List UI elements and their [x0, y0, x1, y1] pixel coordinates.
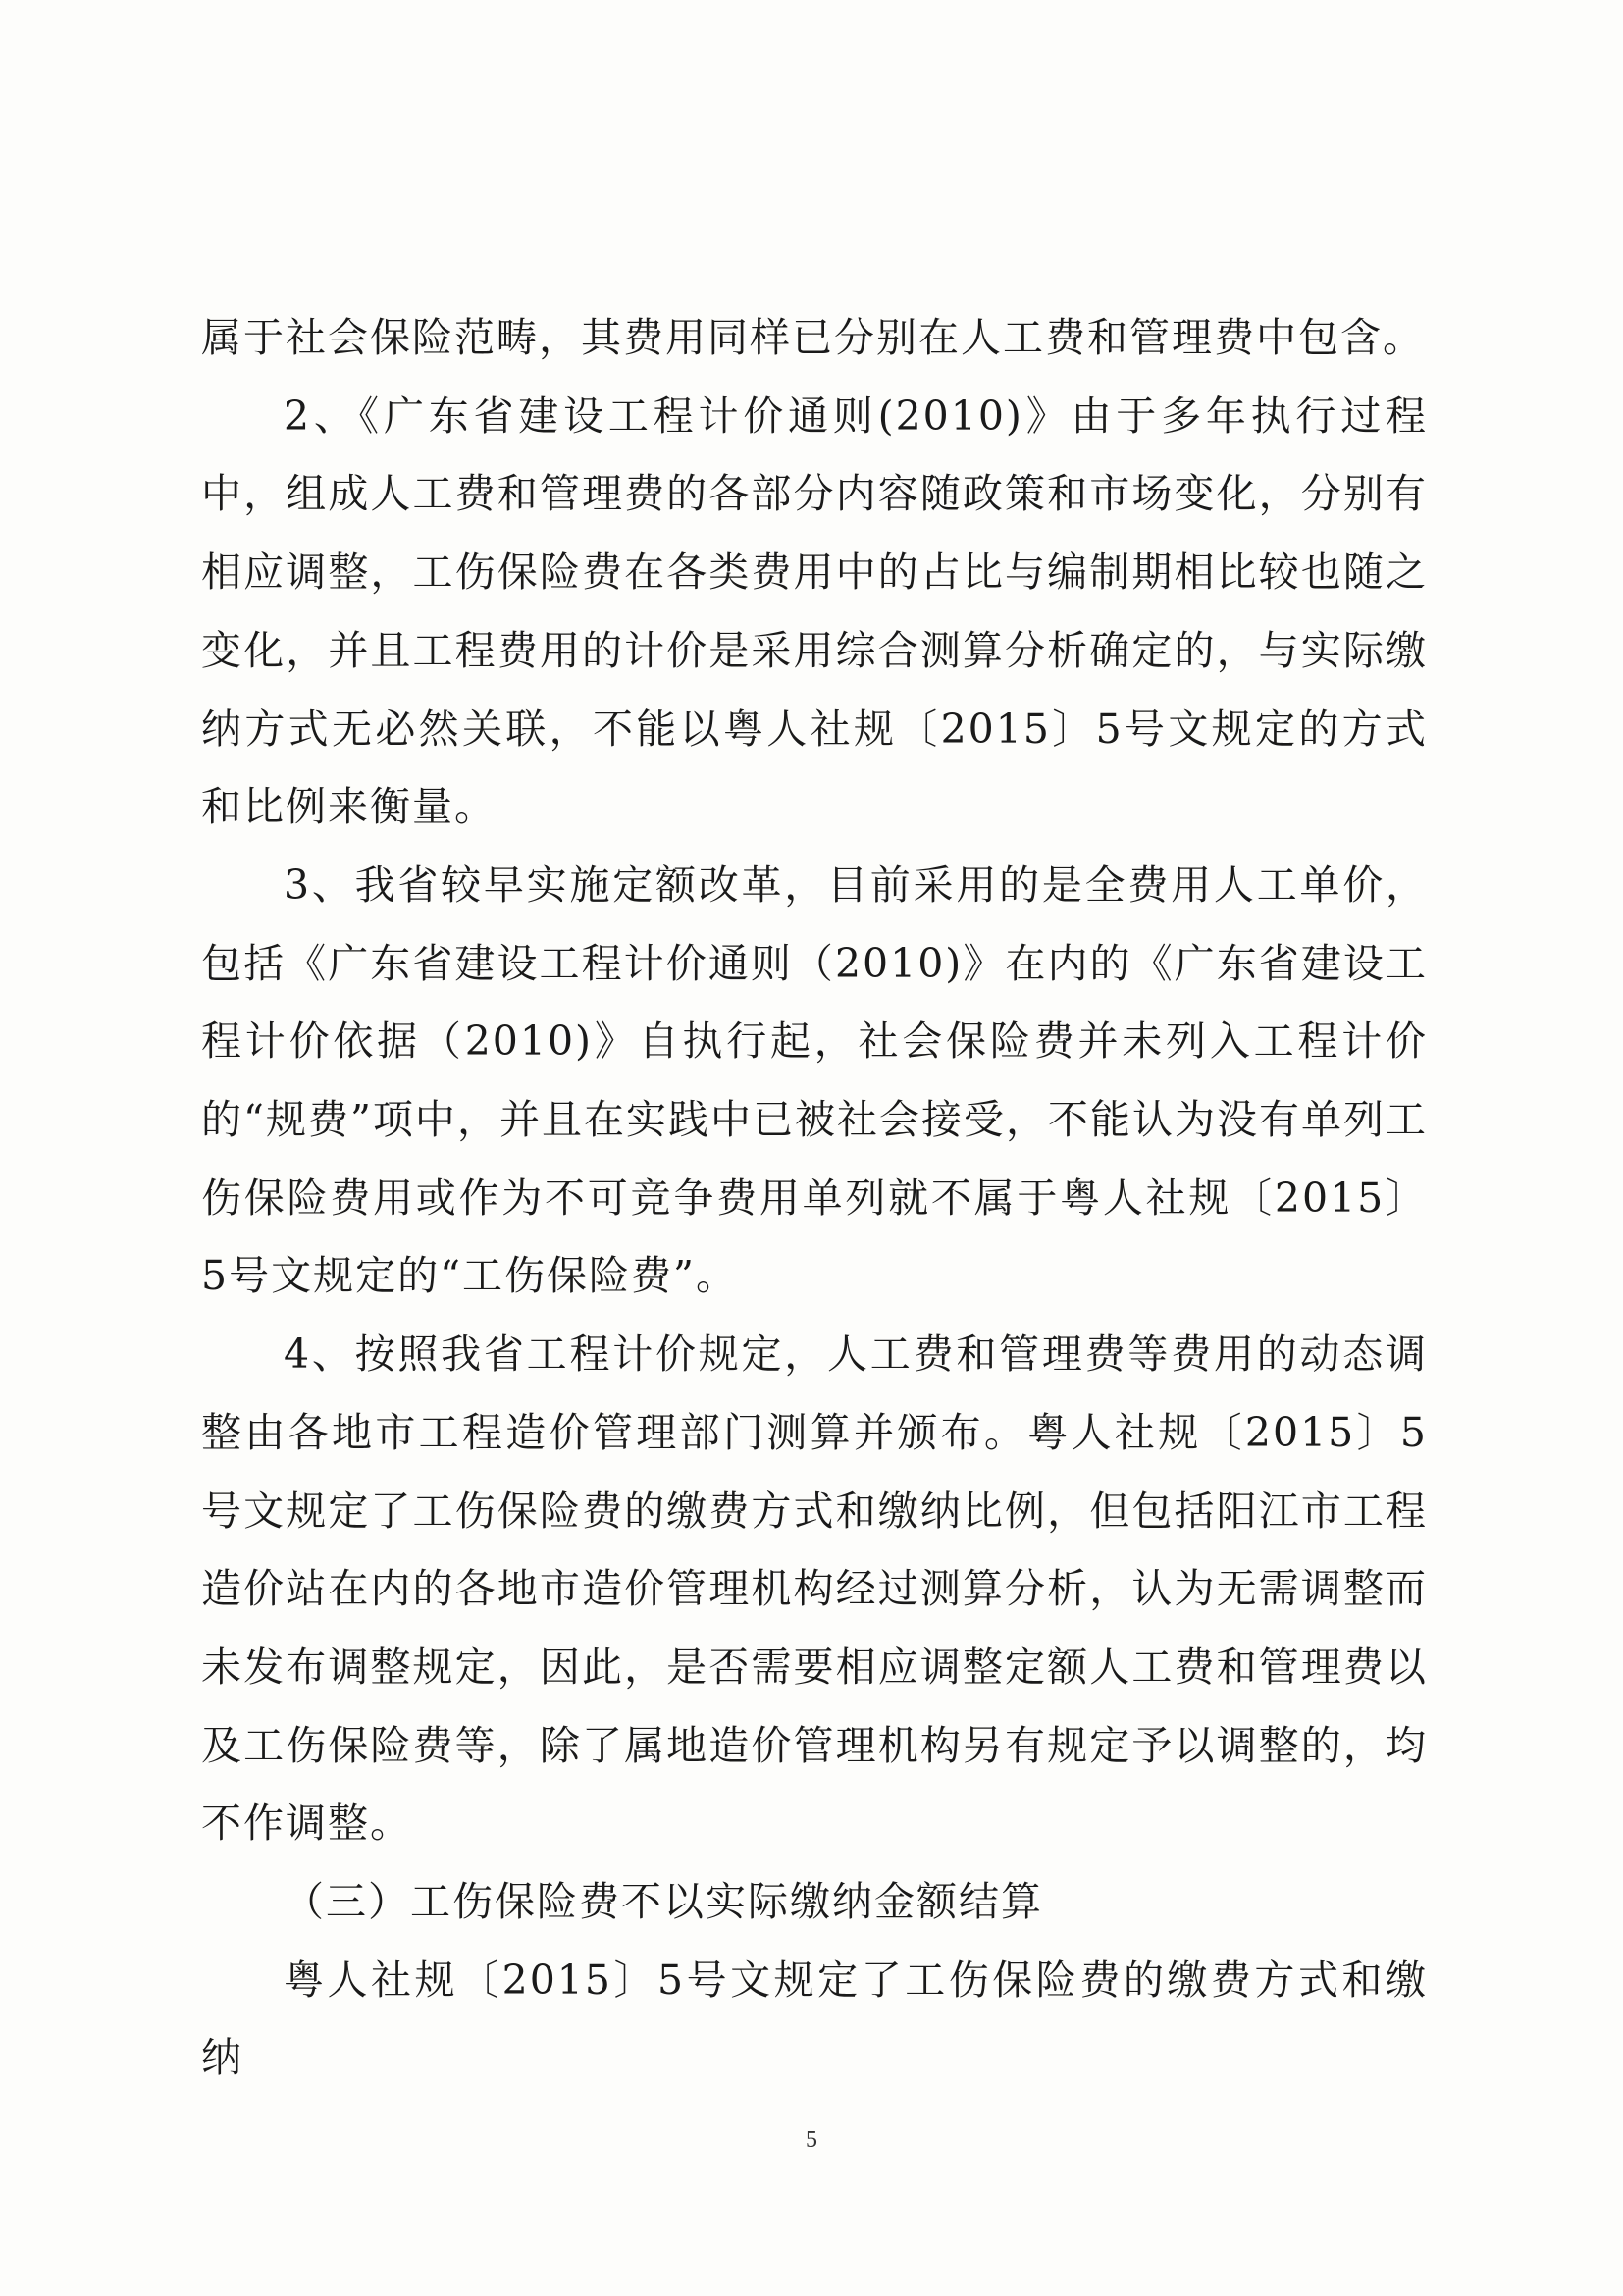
paragraph-continuation: 属于社会保险范畴，其费用同样已分别在人工费和管理费中包含。	[201, 314, 1425, 361]
body-text	[201, 299, 1428, 2098]
paragraph-item-4: 4、按照我省工程计价规定，人工费和管理费等费用的动态调整由各地市工程造价管理部门测算并颁布。粤人社规〔2015〕5号文规定了工伤保险费的缴费方式和缴纳比例，但包括阳江市工程造价站在内的各地市造价管理机构经过测算分析，认为无需调整而未发布调整规定，因此，是否需要相应调整定额人工费和管理费以及工伤保险费等，除了属地造价管理机构另有规定予以调整的，均不作调整。	[201, 1331, 1428, 1848]
paragraph-item-2: 2、《广东省建设工程计价通则(2010)》由于多年执行过程中，组成人工费和管理费的各部分内容随政策和市场变化，分别有相应调整，工伤保险费在各类费用中的占比与编制期相比较也随之变化，并且工程费用的计价是采用综合测算分析确定的，与实际缴纳方式无必然关联，不能以粤人社规〔2015〕5号文规定的方式和比例来衡量。	[201, 391, 1428, 831]
paragraph-item-3: 3、我省较早实施定额改革，目前采用的是全费用人工单价，包括《广东省建设工程计价通则（2010)》在内的《广东省建设工程计价依据（2010)》自执行起，社会保险费并未列入工程计价的“规费”项中，并且在实践中已被社会接受，不能认为没有单列工伤保险费用或作为不可竞争费用单列就不属于粤人社规〔2015〕5号文规定的“工伤保险费”。	[201, 861, 1428, 1300]
paragraph-section-3-start: 粤人社规〔2015〕5号文规定了工伤保险费的缴费方式和缴纳	[201, 1956, 1428, 2082]
section-heading-3: （三）工伤保险费不以实际缴纳金额结算	[284, 1878, 1043, 1926]
page-number: 5	[806, 2127, 817, 2153]
